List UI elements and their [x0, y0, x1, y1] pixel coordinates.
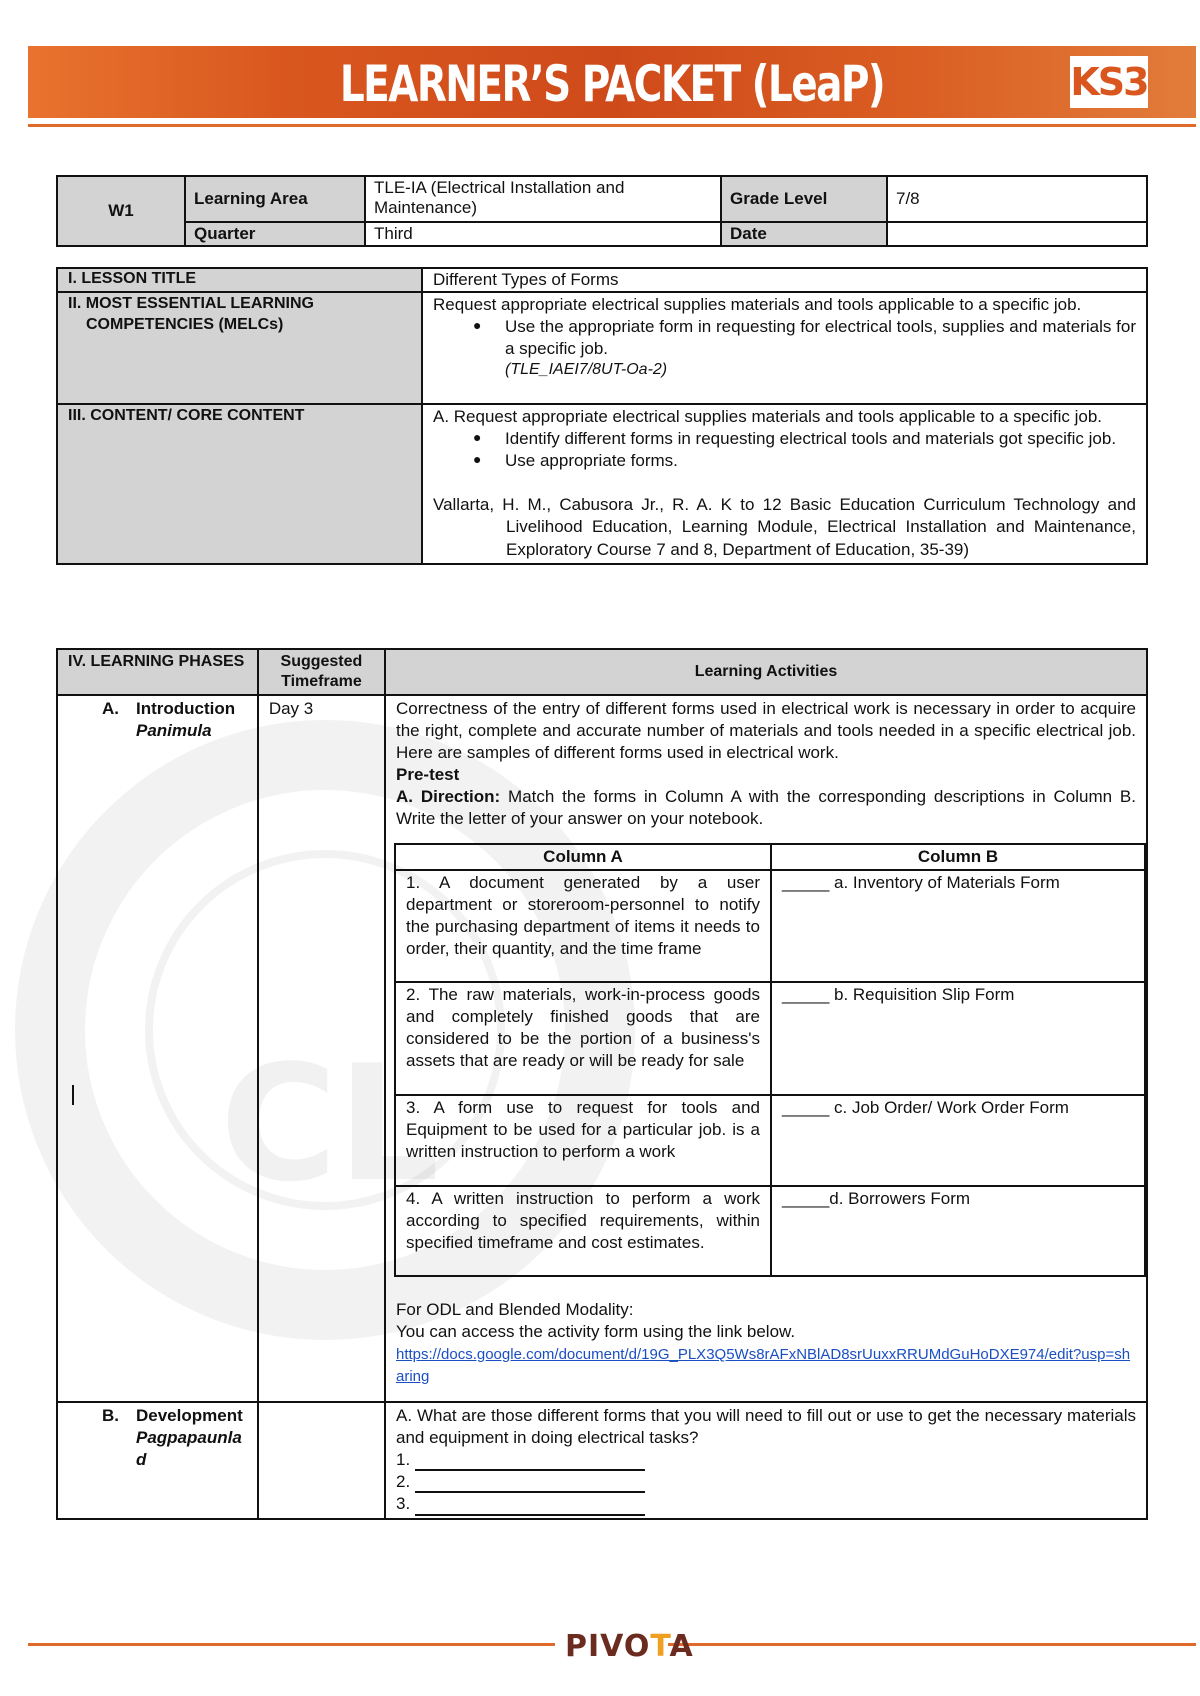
melc-code: (TLE_IAEI7/8UT-Oa-2)	[505, 361, 668, 379]
activity-form-link[interactable]: https://docs.google.com/document/d/19G_PLX3Q5Ws8rAFxNBlAD8srUuxxRRUMdGuHoDXE974/edit?usp=sharing	[396, 1345, 1131, 1385]
odl-label: For ODL and Blended Modality:	[396, 1299, 634, 1319]
date-value	[887, 222, 1147, 246]
packet-title: LEARNER’S PACKET (LeaP)	[339, 55, 885, 113]
lesson-title-label: I. LESSON TITLE	[57, 268, 422, 292]
development-letter: B.	[102, 1406, 119, 1426]
development-question: A. What are those different forms that you will need to fill out or use to get the necessary materials and equipment in doing electrical tasks?	[396, 1406, 1136, 1448]
lesson-title: Different Types of Forms	[422, 268, 1147, 292]
grade-level-value: 7/8	[887, 176, 1147, 222]
answer-line-2: 2.	[396, 1471, 1136, 1493]
learning-area-value: TLE-IA (Electrical Installation and Maintenance)	[365, 176, 721, 222]
answer-blank[interactable]	[415, 1477, 645, 1493]
pretest-label: Pre-test	[396, 765, 460, 785]
content-label: III. CONTENT/ CORE CONTENT	[57, 404, 422, 564]
pivot-logo: PIVOTA	[565, 1629, 694, 1664]
intro-phase	[57, 695, 258, 1402]
development-activities	[385, 1402, 1147, 1518]
footer-line-left	[28, 1643, 555, 1646]
intro-name-local: Panimula	[136, 721, 212, 741]
development-phase	[57, 1402, 258, 1518]
column-a-item: 3. A form use to request for tools and Equipment to be used for a particular job. is a written instruction to perform a work	[395, 1095, 771, 1186]
intro-paragraph: Correctness of the entry of different forms used in electrical work is necessary in order to acquire the right, complete and accurate number of materials and tools needed in a specific electrical job. Here are samples of different forms used in electrical work.	[396, 699, 1136, 763]
column-b-item: _____ a. Inventory of Materials Form	[771, 870, 1145, 982]
melc-text: Request appropriate electrical supplies materials and tools applicable to a specific job.	[433, 295, 1082, 315]
column-a-item: 2. The raw materials, work-in-process goods and completely finished goods that are considered to be the portion of a business's assets that are ready or will be ready for sale	[395, 982, 771, 1095]
timeframe-header: Suggested Timeframe	[258, 649, 385, 695]
melc-label	[57, 292, 422, 404]
column-b-item: _____ b. Requisition Slip Form	[771, 982, 1145, 1095]
activities-table	[56, 648, 1148, 1520]
development-name: Development	[136, 1406, 243, 1426]
phases-header: IV. LEARNING PHASES	[57, 649, 258, 695]
grade-level-label: Grade Level	[721, 176, 887, 222]
intro-timeframe: Day 3	[258, 695, 385, 1402]
learning-area-label: Learning Area	[185, 176, 365, 222]
quarter-value: Third	[365, 222, 721, 246]
intro-activities	[385, 695, 1147, 1402]
melc-cell	[422, 292, 1147, 404]
reference-citation: Vallarta, H. M., Cabusora Jr., R. A. K to 12 Basic Education Curriculum Technology and Livelihood Education, Learning Module, Electrical Installation and Maintenance, Exploratory Course 7 and 8, Department of Education, 35-39)	[433, 495, 1136, 559]
date-label: Date	[721, 222, 887, 246]
column-a-item: 1. A document generated by a user department or storeroom-personnel to notify the purchasing department of items it needs to order, their quantity, and the time frame	[395, 870, 771, 982]
header-divider	[28, 124, 1196, 127]
content-bullet: ● Use appropriate forms.	[473, 450, 1136, 472]
content-bullet: ● Identify different forms in requesting electrical tools and materials got specific job.	[473, 428, 1136, 450]
info-table	[56, 175, 1148, 247]
direction	[396, 786, 1146, 830]
column-b-header: Column B	[771, 844, 1145, 870]
intro-letter: A.	[102, 699, 119, 718]
intro-name: Introduction	[136, 699, 236, 718]
development-timeframe	[258, 1402, 385, 1518]
header-banner	[28, 46, 1196, 118]
column-b-item: _____ c. Job Order/ Work Order Form	[771, 1095, 1145, 1186]
column-a-item: 4. A written instruction to perform a work according to specified requirements, within specified timeframe and cost estimates.	[395, 1186, 771, 1276]
text-cursor	[72, 1085, 74, 1105]
week-cell: W1	[57, 176, 185, 246]
development-name-local: Pagpapaunlad	[136, 1428, 242, 1470]
column-b-item: _____d. Borrowers Form	[771, 1186, 1145, 1276]
answer-line-3: 3.	[396, 1493, 1136, 1515]
ks3-badge: KS3	[1070, 56, 1148, 108]
answer-line-1: 1.	[396, 1449, 1136, 1471]
direction-text: Match the forms in Column A with the corresponding descriptions in Column B. Write the letter of your answer on your notebook.	[396, 787, 1136, 829]
footer-line-right	[668, 1643, 1196, 1646]
melc-label-text: II. MOST ESSENTIAL LEARNING COMPETENCIES (MELCs)	[68, 295, 314, 333]
watermark-seal-text: CL	[220, 1030, 440, 1217]
matching-table	[394, 843, 1146, 1277]
activities-header: Learning Activities	[385, 649, 1147, 695]
column-a-header: Column A	[395, 844, 771, 870]
odl-text: You can access the activity form using the link below.	[396, 1321, 796, 1341]
content-text: A. Request appropriate electrical supplies materials and tools applicable to a specific job.	[433, 407, 1103, 427]
lesson-table	[56, 267, 1148, 565]
content-cell	[422, 404, 1147, 564]
melc-bullet: ● Use the appropriate form in requesting for electrical tools, supplies and materials for a specific job.	[473, 316, 1136, 360]
direction-label: A. Direction:	[396, 787, 501, 807]
answer-blank[interactable]	[415, 1455, 645, 1471]
quarter-label: Quarter	[185, 222, 365, 246]
answer-blank[interactable]	[415, 1500, 645, 1516]
